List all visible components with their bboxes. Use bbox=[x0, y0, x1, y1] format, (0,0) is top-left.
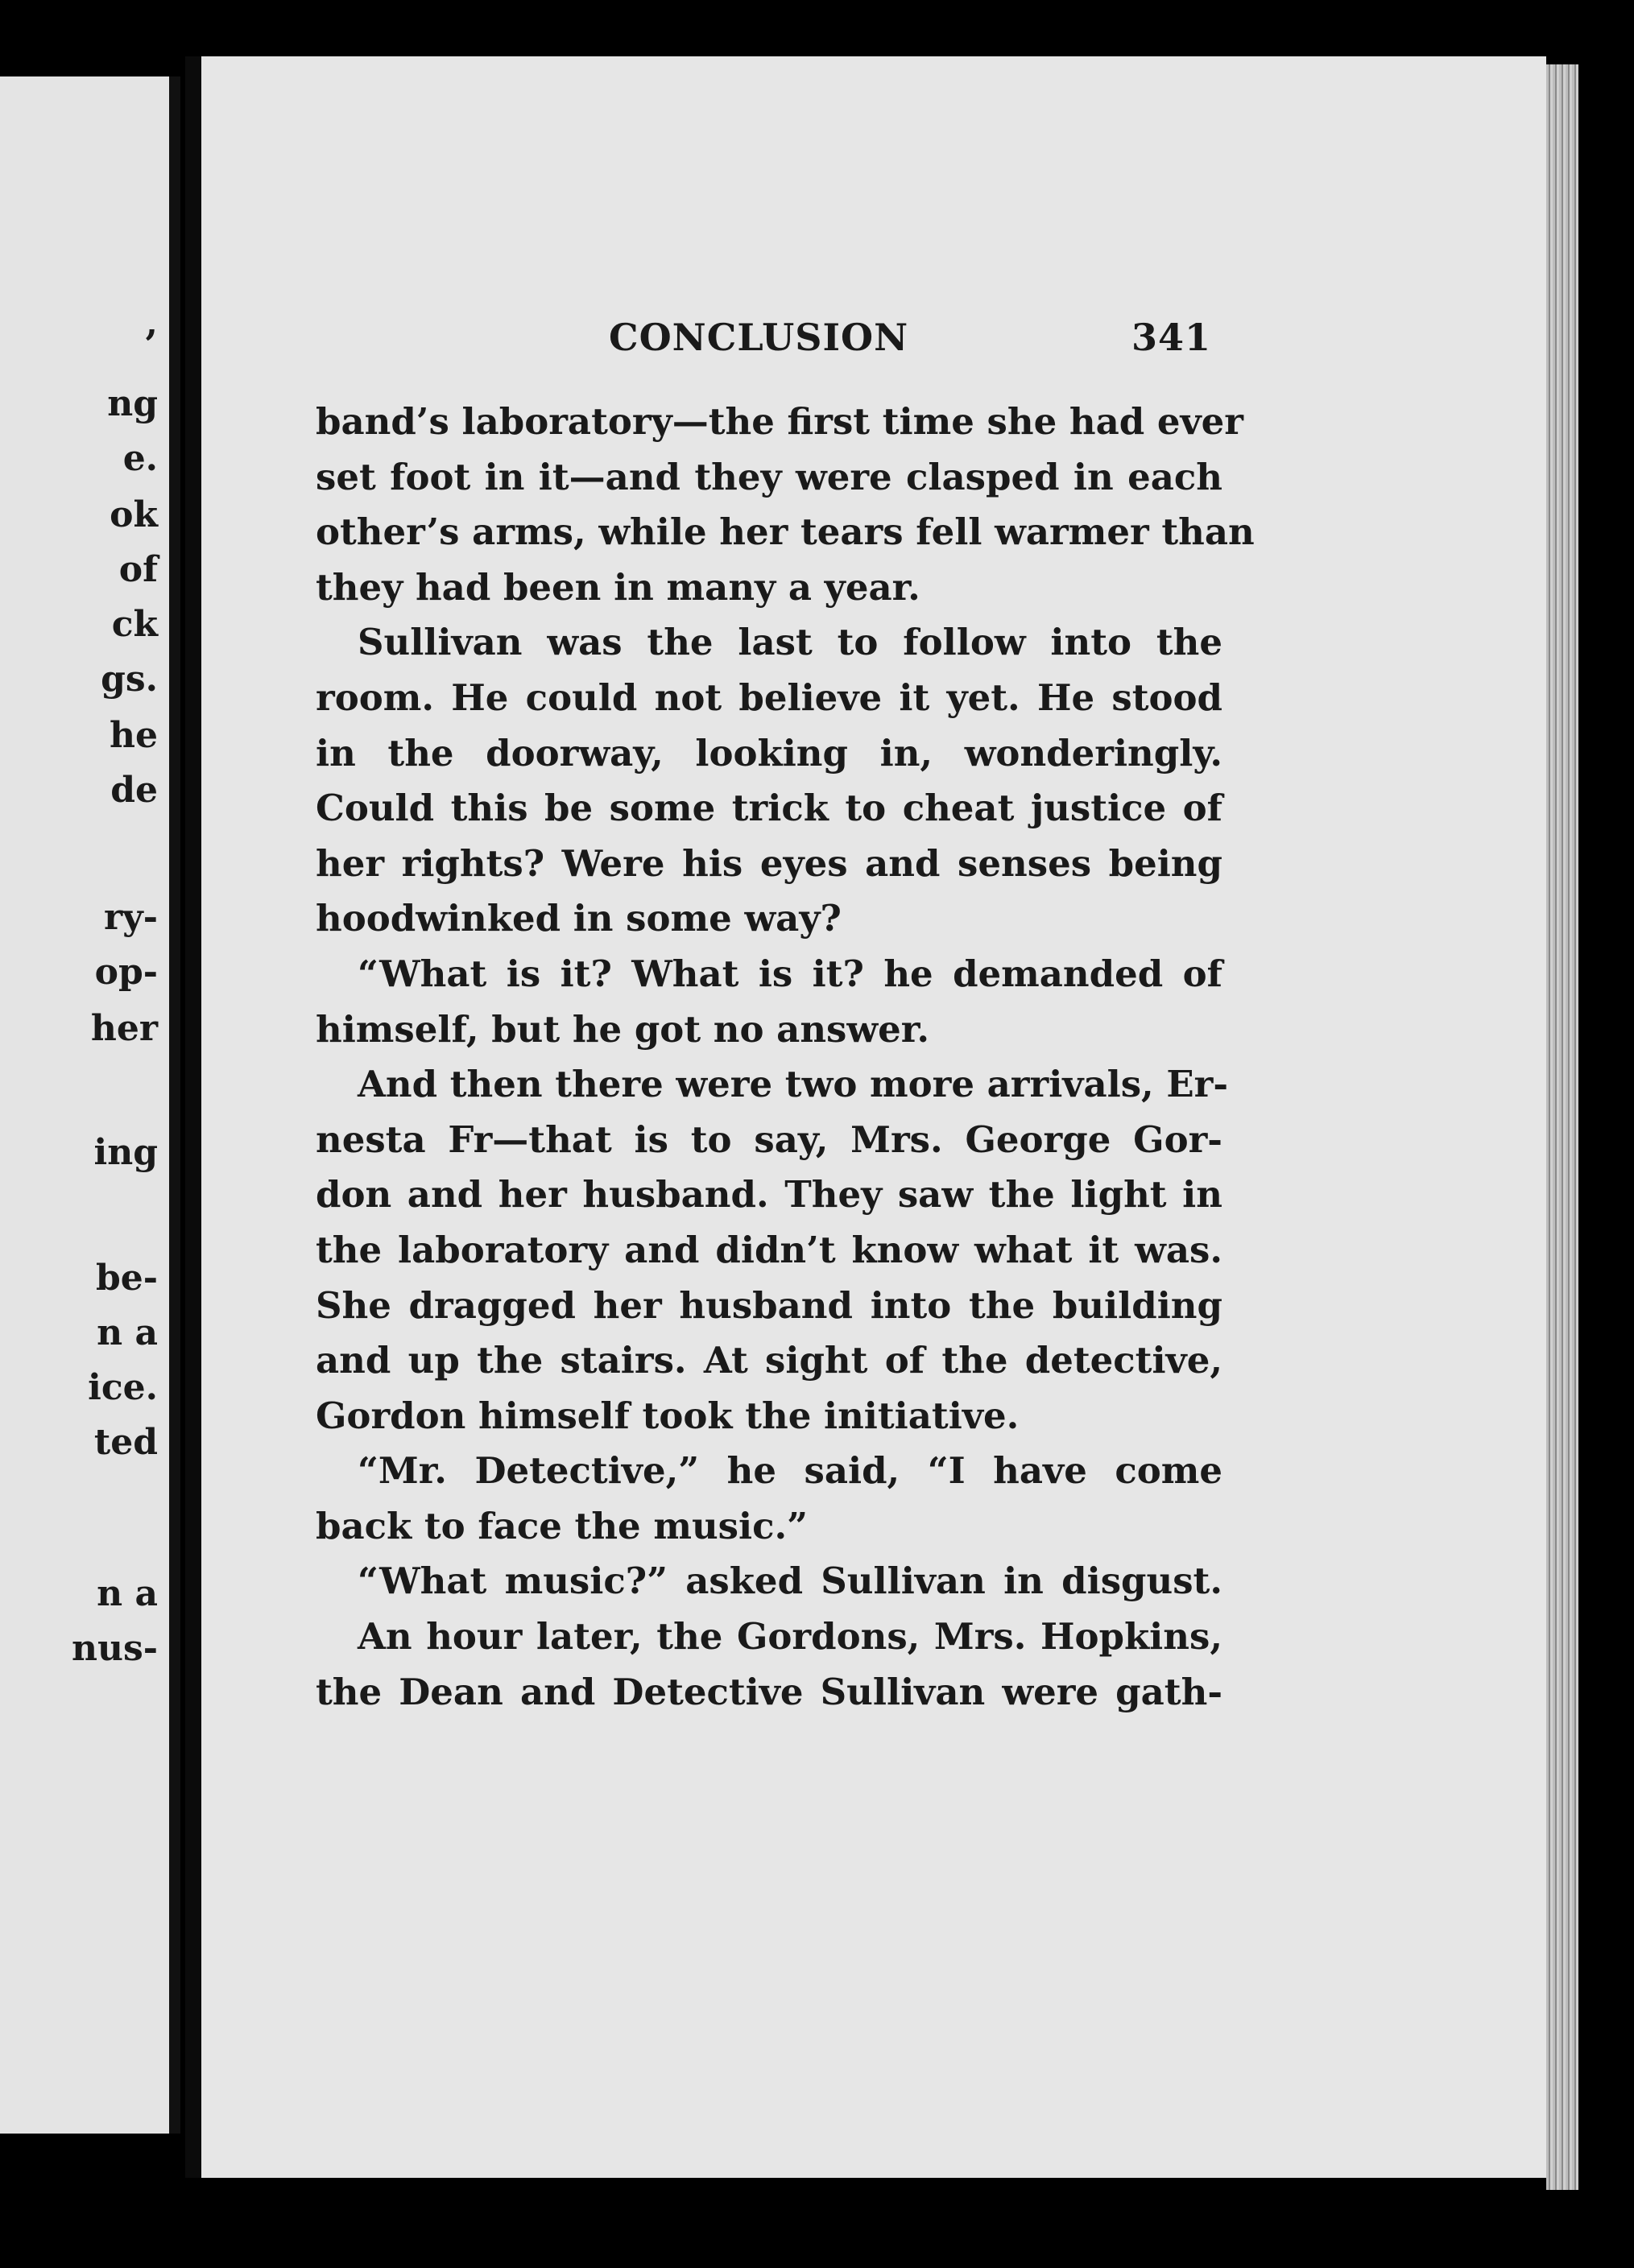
left-page-fragment: be- bbox=[95, 1258, 158, 1299]
left-page-fragment: ted bbox=[93, 1422, 158, 1463]
left-page-fragment: op- bbox=[94, 952, 158, 993]
text-line: room. He could not believe it yet. He stood bbox=[316, 675, 1222, 719]
left-page-fragment: n a bbox=[97, 1573, 158, 1614]
left-page-fragment: , bbox=[145, 303, 158, 344]
text-line: “What music?” asked Sullivan in disgust. bbox=[358, 1560, 1222, 1603]
text-line: hoodwinked in some way? bbox=[316, 897, 842, 940]
left-page-fragment: ice. bbox=[88, 1367, 158, 1408]
left-page-fragment: he bbox=[110, 715, 158, 756]
left-page-fragment: nus- bbox=[71, 1628, 158, 1669]
left-page-fragment: ok bbox=[110, 494, 158, 535]
text-line: don and her husband. They saw the light in bbox=[316, 1173, 1222, 1217]
text-line: other’s arms, while her tears fell warmer than bbox=[316, 510, 1255, 554]
left-page bbox=[0, 76, 180, 2134]
text-line: back to face the music.” bbox=[316, 1504, 809, 1547]
left-page-fragment: gs. bbox=[101, 659, 158, 700]
left-page-fragment: de bbox=[110, 770, 158, 811]
text-line: and up the stairs. At sight of the detective, bbox=[316, 1339, 1222, 1382]
text-line: the Dean and Detective Sullivan were gath- bbox=[316, 1670, 1222, 1713]
text-line: himself, but he got no answer. bbox=[316, 1007, 929, 1051]
left-page-fragment: ing bbox=[93, 1132, 158, 1173]
text-line: the laboratory and didn’t know what it was. bbox=[316, 1228, 1222, 1271]
text-line: Could this be some trick to cheat justice of bbox=[316, 787, 1222, 830]
left-page-fragment: ng bbox=[107, 383, 158, 424]
left-page-fragment: her bbox=[90, 1008, 158, 1049]
text-line: An hour later, the Gordons, Mrs. Hopkins, bbox=[358, 1615, 1222, 1659]
text-line: And then there were two more arrivals, Er- bbox=[358, 1063, 1229, 1106]
text-line: Gordon himself took the initiative. bbox=[316, 1394, 1020, 1437]
text-line: Sullivan was the last to follow into the bbox=[358, 621, 1222, 664]
left-page-fragment: ck bbox=[111, 604, 158, 645]
chapter-title: CONCLUSION bbox=[609, 316, 909, 359]
text-line: She dragged her husband into the building bbox=[316, 1283, 1222, 1327]
body-text bbox=[316, 395, 1255, 1720]
page-edge bbox=[1546, 64, 1578, 2190]
text-line: set foot in it—and they were clasped in each bbox=[316, 455, 1222, 498]
text-line: nesta Fr—that is to say, Mrs. George Gor- bbox=[316, 1117, 1222, 1161]
left-page-fragment: n a bbox=[97, 1312, 158, 1353]
page-number: 341 bbox=[1131, 316, 1211, 359]
left-page-fragment: of bbox=[118, 549, 158, 590]
left-page-fragment: e. bbox=[122, 438, 158, 479]
text-line: they had been in many a year. bbox=[316, 565, 920, 609]
text-line: in the doorway, looking in, wonderingly. bbox=[316, 731, 1222, 775]
left-page-fragment: ry- bbox=[103, 897, 158, 938]
text-line: “What is it? What is it? he demanded of bbox=[358, 952, 1222, 995]
text-line: “Mr. Detective,” he said, “I have come bbox=[358, 1449, 1222, 1493]
text-line: her rights? Were his eyes and senses being bbox=[316, 841, 1222, 885]
text-line: band’s laboratory—the first time she had ever bbox=[316, 400, 1244, 443]
